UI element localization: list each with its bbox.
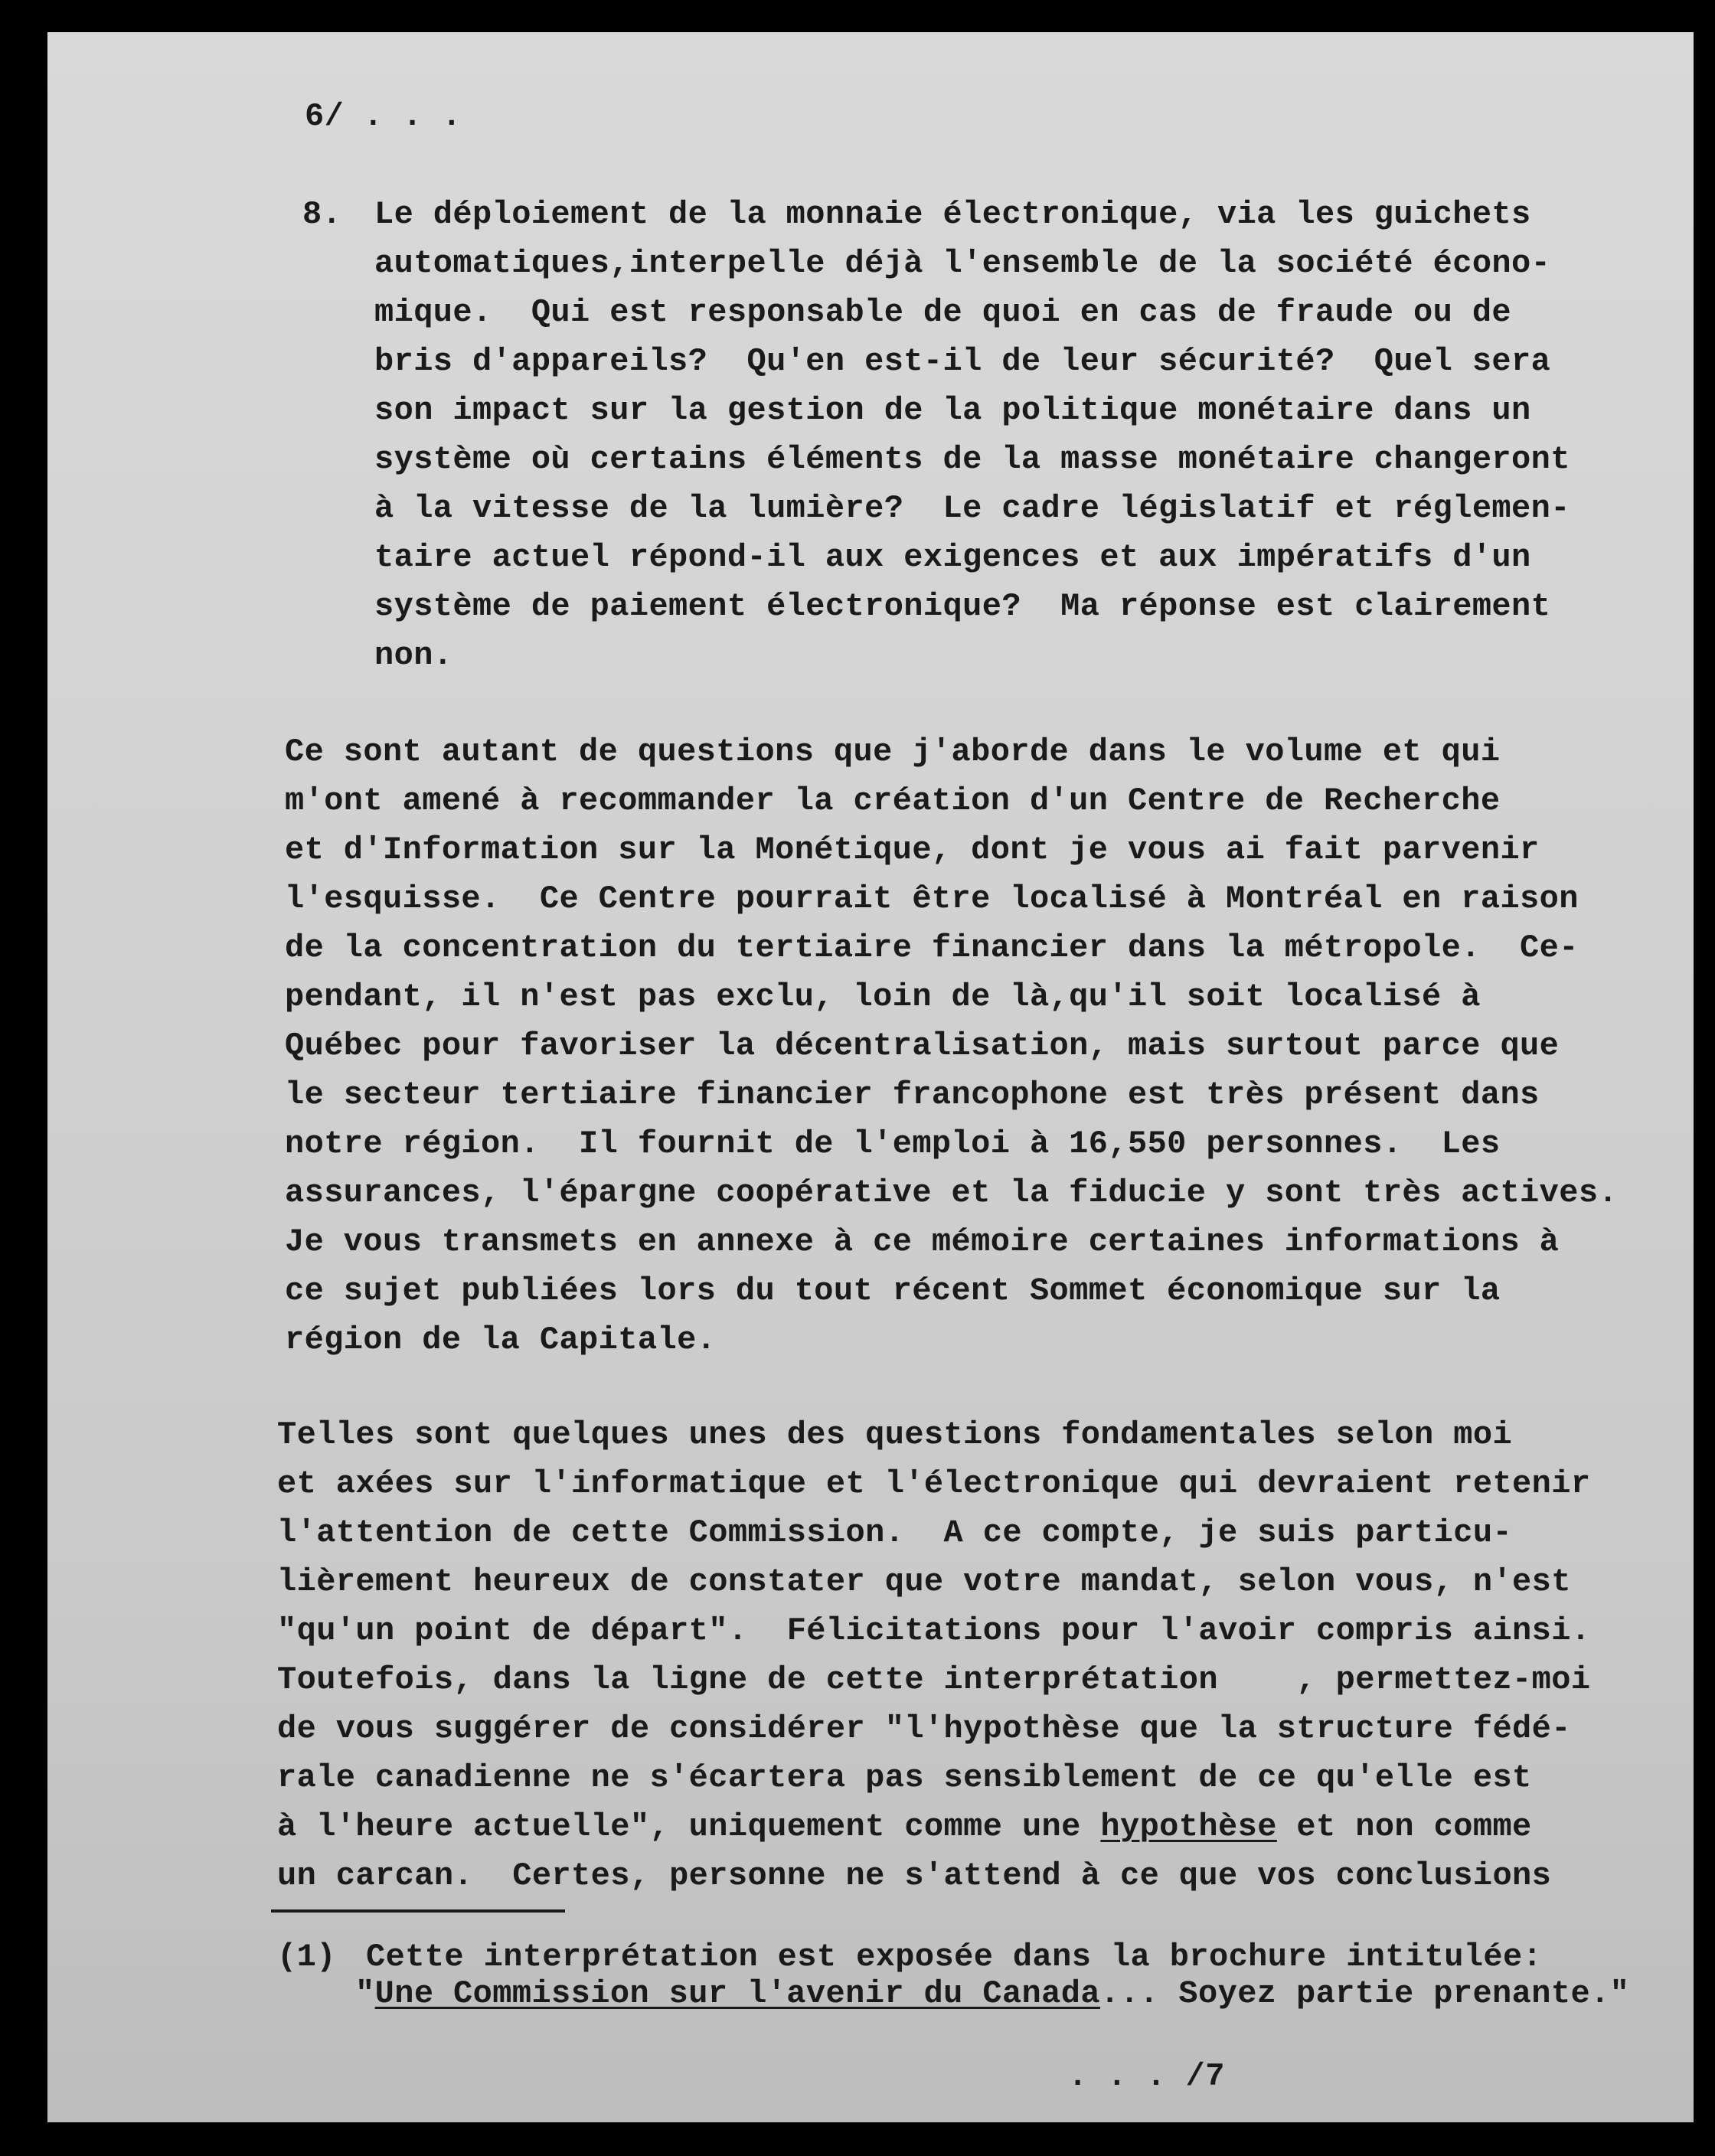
text-line: taire actuel répond-il aux exigences et aux impératifs d'un (374, 539, 1531, 576)
text-line: et d'Information sur la Monétique, dont je vous ai fait parvenir (285, 831, 1540, 868)
footnote-marker: (1) (277, 1939, 336, 1975)
text-line: bris d'appareils? Qu'en est-il de leur sécurité? Quel sera (374, 343, 1551, 380)
text-line: à la vitesse de la lumière? Le cadre législatif et réglemen- (374, 490, 1570, 527)
text-line: système de paiement électronique? Ma réponse est clairement (374, 588, 1551, 625)
item-number: 8. (302, 196, 342, 233)
text-line: Québec pour favoriser la décentralisation, mais surtout parce que (285, 1027, 1560, 1064)
text-line: Je vous transmets en annexe à ce mémoire certaines informations à (285, 1223, 1560, 1260)
text-line: "qu'un point de départ". Félicitations pour l'avoir compris ainsi. (277, 1612, 1591, 1649)
text-line: Toutefois, dans la ligne de cette interprétation , permettez-moi (277, 1661, 1591, 1698)
text-line: Telles sont quelques unes des questions fondamentales selon moi (277, 1416, 1513, 1453)
footnote-divider (271, 1909, 565, 1913)
text-line: non. (374, 637, 453, 674)
footnote (355, 1939, 1630, 2012)
text-line: rale canadienne ne s'écartera pas sensiblement de ce qu'elle est (277, 1759, 1532, 1796)
text-line: assurances, l'épargne coopérative et la fiducie y sont très actives. (285, 1174, 1619, 1211)
text-line: et axées sur l'informatique et l'électronique qui devraient retenir (277, 1465, 1591, 1502)
text-segment: ... Soyez partie prenante." (1099, 1975, 1630, 2012)
text-line: m'ont amené à recommander la création d'un Centre de Recherche (285, 782, 1501, 819)
text-line: de vous suggérer de considérer "l'hypothèse que la structure fédé- (277, 1710, 1571, 1747)
text-line: pendant, il n'est pas exclu, loin de là,qu'il soit localisé à (285, 978, 1481, 1015)
text-line: région de la Capitale. (285, 1321, 717, 1358)
page-reference: 6/ . . . (305, 98, 462, 135)
footnote-line (355, 1975, 1629, 2012)
underlined-word: hypothèse (1100, 1808, 1277, 1845)
text-line: Ce sont autant de questions que j'aborde dans le volume et qui (285, 733, 1501, 770)
brochure-title: Une Commission sur l'avenir du Canada (374, 1975, 1100, 2012)
paragraph-3 (277, 1410, 1590, 1900)
text-line: de la concentration du tertiaire financier dans la métropole. Ce- (285, 929, 1579, 966)
text-line: l'attention de cette Commission. A ce compte, je suis particu- (277, 1514, 1513, 1551)
text-line: système où certains éléments de la masse monétaire changeront (374, 441, 1570, 478)
item-8-paragraph (374, 190, 1570, 680)
footnote-line: Cette interprétation est exposée dans la brochure intitulée: (366, 1939, 1543, 1975)
text-line: le secteur tertiaire financier francophone est très présent dans (285, 1076, 1540, 1113)
page-continuation: . . . /7 (1068, 2058, 1225, 2095)
text-line: lièrement heureux de constater que votre mandat, selon vous, n'est (277, 1563, 1571, 1600)
text-line: automatiques,interpelle déjà l'ensemble de la société écono- (374, 245, 1551, 282)
text-line: ce sujet publiées lors du tout récent Sommet économique sur la (285, 1272, 1501, 1309)
text-line: l'esquisse. Ce Centre pourrait être localisé à Montréal en raison (285, 880, 1579, 917)
text-line: mique. Qui est responsable de quoi en cas de fraude ou de (374, 294, 1512, 331)
text-line: son impact sur la gestion de la politique monétaire dans un (374, 392, 1531, 429)
text-line (277, 1802, 1590, 1851)
text-line: Le déploiement de la monnaie électronique, via les guichets (374, 196, 1531, 233)
text-line: un carcan. Certes, personne ne s'attend à ce que vos conclusions (277, 1857, 1552, 1894)
paragraph-2 (285, 727, 1618, 1364)
text-segment: et non comme (1276, 1808, 1532, 1845)
text-segment: à l'heure actuelle", uniquement comme une (277, 1808, 1101, 1845)
text-segment: " (355, 1975, 375, 2012)
text-line: notre région. Il fournit de l'emploi à 16,550 personnes. Les (285, 1125, 1501, 1162)
